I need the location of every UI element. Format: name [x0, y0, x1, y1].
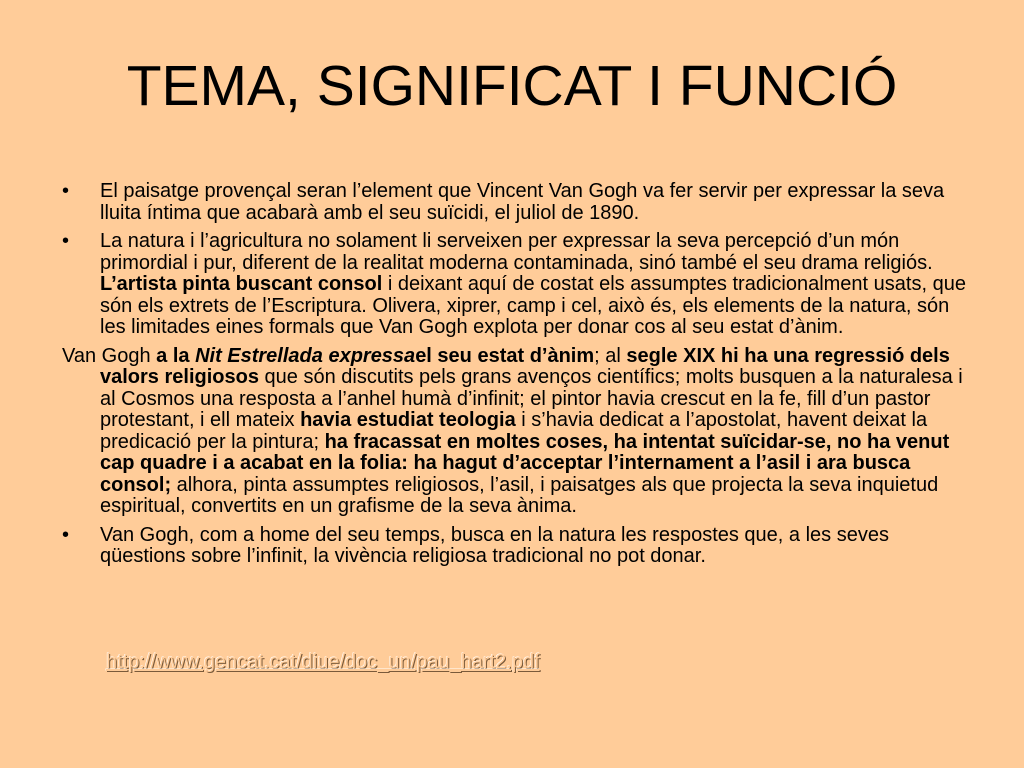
bullet-item-1	[62, 181, 972, 224]
para3-bold-b: el seu estat d’ànim	[415, 344, 595, 367]
slide-title: TEMA, SIGNIFICAT I FUNCIÓ	[126, 54, 898, 118]
para3-start: Van Gogh	[62, 344, 157, 367]
para3-text-3: i s’havia dedicat a l’apostolat, havent deixat la predicació per la pintura;	[100, 409, 928, 453]
bullet-marker: •	[62, 180, 70, 202]
para3-text-2: que són discutits pels grans avenços científics; molts busquen a la naturalesa i al Cosmos una resposta a l’anhel humà d’infinit; el pintor havia crescut en la fe, fill d’un pastor protestant, i ell mateix	[100, 366, 963, 431]
bullet2-bold: L’artista pinta buscant consol	[100, 273, 383, 295]
para3-text-4: alhora, pinta assumptes religiosos, l’asil, i paisatges als que projecta la seva inquietud espiritual, convertits en un grafisme de la seva ànima.	[100, 473, 939, 517]
para3-bold-a: a la	[156, 344, 196, 367]
bullet-marker: •	[62, 230, 70, 252]
bullet-text-1: El paisatge provençal seran l’element que Vincent Van Gogh va fer servir per expressar la seva lluita íntima que acabarà amb el seu suïcidi, el juliol de 1890.	[100, 180, 945, 224]
bullet-item-2	[62, 231, 972, 339]
source-link[interactable]: http://www.gencat.cat/diue/doc_un/pau_hart2.pdf	[106, 651, 540, 673]
para3-bold-d: havia estudiat teologia	[300, 409, 516, 431]
bullet-text-4: Van Gogh, com a home del seu temps, busca en la natura les respostes que, a les seves qüestions sobre l’infinit, la vivència religiosa tradicional no pot donar.	[100, 523, 889, 567]
slide-body	[62, 181, 972, 575]
bullet2-part1: La natura i l’agricultura no solament li serveixen per expressar la seva percepció d’un món primordial i pur, diferent de la realitat moderna contaminada, sinó també el seu drama religiós.	[100, 230, 933, 274]
bullet2-part2: i deixant aquí de costat els assumptes tradicionalment usats, que són els extrets de l’Escriptura. Olivera, xiprer, camp i cel, això és, els elements de la natura, són les limitades eines formals que Van Gogh explota per donar cos al seu estat d’ànim.	[100, 273, 966, 338]
para3-bold-italic: Nit Estrellada expressa	[195, 344, 416, 367]
paragraph-3	[62, 346, 972, 518]
bullet-marker: •	[62, 523, 70, 546]
para3-bold-e: ha fracassat en moltes coses, ha intentat suïcidar-se, no ha venut cap quadre i a acabat en la folia: ha hagut d’acceptar l’internament a l’asil i ara busca consol;	[100, 430, 950, 496]
bullet-item-4	[62, 525, 972, 568]
bullet-text-2	[100, 230, 966, 338]
para3-bold-c: segle XIX hi ha una regressió dels valors religiosos	[100, 344, 950, 388]
para3-text-1: ; al	[594, 344, 627, 367]
